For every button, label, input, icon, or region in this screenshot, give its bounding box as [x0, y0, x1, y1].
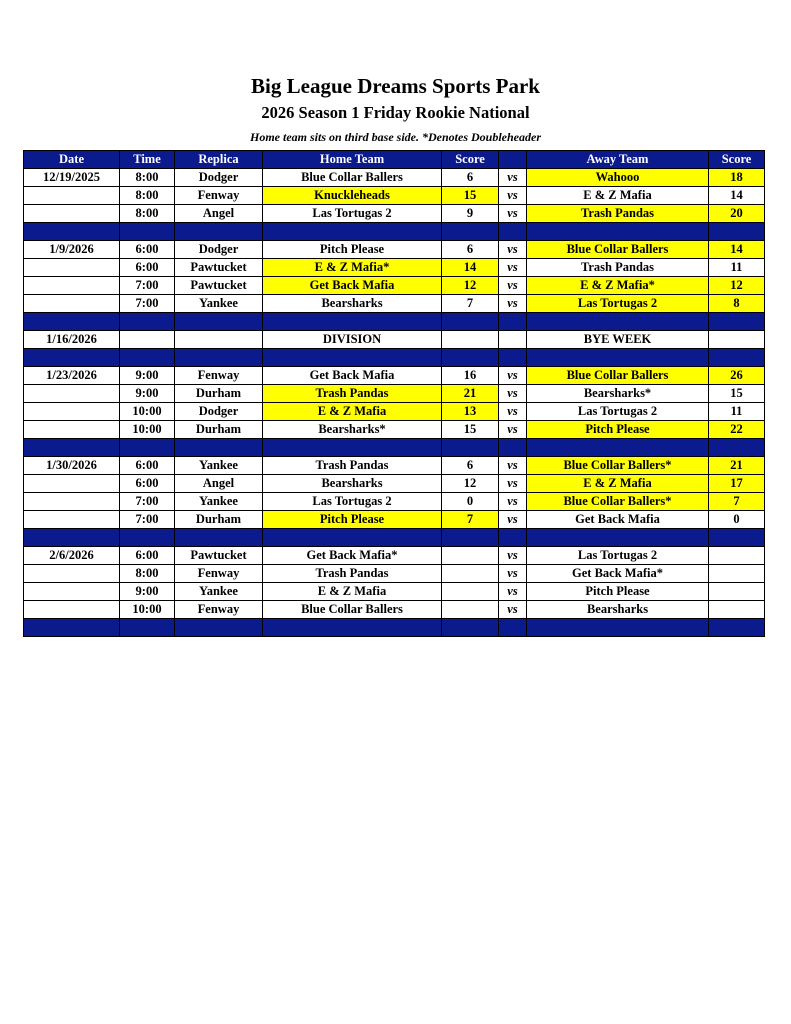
away-team-cell: E & Z Mafia — [527, 187, 709, 205]
away-team-cell: Get Back Mafia* — [527, 565, 709, 583]
away-team-cell: Blue Collar Ballers — [527, 241, 709, 259]
vs-cell: vs — [499, 601, 527, 619]
home-team-cell: Las Tortugas 2 — [263, 493, 442, 511]
separator-cell — [527, 439, 709, 457]
vs-cell: vs — [499, 187, 527, 205]
separator-cell — [499, 439, 527, 457]
date-cell — [24, 259, 120, 277]
home-score-cell: 14 — [442, 259, 499, 277]
time-cell: 10:00 — [120, 403, 175, 421]
away-score-cell: 22 — [709, 421, 765, 439]
separator-cell — [24, 529, 120, 547]
separator-cell — [442, 223, 499, 241]
time-cell: 7:00 — [120, 277, 175, 295]
header-vs — [499, 151, 527, 169]
home-score-cell — [442, 601, 499, 619]
separator-cell — [120, 529, 175, 547]
separator-cell — [499, 349, 527, 367]
separator-cell — [709, 439, 765, 457]
time-cell: 9:00 — [120, 385, 175, 403]
week-separator-row — [24, 313, 765, 331]
home-score-cell — [442, 583, 499, 601]
home-team-cell: Pitch Please — [263, 241, 442, 259]
home-team-cell: Blue Collar Ballers — [263, 169, 442, 187]
game-row — [24, 421, 765, 439]
separator-cell — [709, 313, 765, 331]
replica-cell: Yankee — [175, 493, 263, 511]
home-score-cell: 7 — [442, 295, 499, 313]
time-cell: 8:00 — [120, 565, 175, 583]
replica-cell: Dodger — [175, 403, 263, 421]
separator-cell — [499, 313, 527, 331]
week-separator-row — [24, 529, 765, 547]
separator-cell — [527, 349, 709, 367]
home-score-cell: 12 — [442, 277, 499, 295]
page-subtitle: 2026 Season 1 Friday Rookie National — [261, 103, 530, 122]
time-cell: 8:00 — [120, 187, 175, 205]
away-score-cell: 11 — [709, 259, 765, 277]
header-away-team: Away Team — [527, 151, 709, 169]
vs-cell: vs — [499, 277, 527, 295]
time-cell: 6:00 — [120, 259, 175, 277]
replica-cell: Durham — [175, 385, 263, 403]
time-cell: 10:00 — [120, 601, 175, 619]
away-score-cell: 0 — [709, 511, 765, 529]
separator-cell — [263, 529, 442, 547]
separator-cell — [442, 313, 499, 331]
time-cell: 10:00 — [120, 421, 175, 439]
vs-cell: vs — [499, 367, 527, 385]
home-score-cell: 15 — [442, 421, 499, 439]
away-team-cell: E & Z Mafia — [527, 475, 709, 493]
game-row — [24, 403, 765, 421]
header-home-team: Home Team — [263, 151, 442, 169]
separator-cell — [120, 439, 175, 457]
replica-cell: Durham — [175, 511, 263, 529]
vs-cell: vs — [499, 205, 527, 223]
away-score-cell: 8 — [709, 295, 765, 313]
time-cell: 8:00 — [120, 205, 175, 223]
game-row — [24, 205, 765, 223]
time-cell: 7:00 — [120, 511, 175, 529]
home-score-cell: 12 — [442, 475, 499, 493]
separator-cell — [527, 223, 709, 241]
replica-cell: Yankee — [175, 295, 263, 313]
separator-cell — [709, 349, 765, 367]
game-row — [24, 187, 765, 205]
game-row — [24, 457, 765, 475]
vs-cell — [499, 331, 527, 349]
page-title: Big League Dreams Sports Park — [251, 74, 540, 98]
replica-cell: Yankee — [175, 457, 263, 475]
away-score-cell: 14 — [709, 241, 765, 259]
home-team-cell: Blue Collar Ballers — [263, 601, 442, 619]
away-team-cell: Pitch Please — [527, 583, 709, 601]
home-score-cell: 6 — [442, 457, 499, 475]
separator-cell — [263, 619, 442, 637]
away-team-cell: Bearsharks — [527, 601, 709, 619]
separator-cell — [499, 619, 527, 637]
home-score-cell: 6 — [442, 241, 499, 259]
separator-cell — [120, 313, 175, 331]
vs-cell: vs — [499, 295, 527, 313]
date-cell: 12/19/2025 — [24, 169, 120, 187]
home-score-cell — [442, 565, 499, 583]
schedule-note: Home team sits on third base side. *Denotes Doubleheader — [250, 130, 541, 144]
schedule-table — [23, 150, 765, 637]
date-cell: 1/16/2026 — [24, 331, 120, 349]
away-team-cell: Las Tortugas 2 — [527, 547, 709, 565]
vs-cell: vs — [499, 493, 527, 511]
away-score-cell: 7 — [709, 493, 765, 511]
replica-cell: Angel — [175, 475, 263, 493]
header-time: Time — [120, 151, 175, 169]
home-score-cell: 21 — [442, 385, 499, 403]
away-score-cell: 17 — [709, 475, 765, 493]
separator-cell — [120, 223, 175, 241]
time-cell: 6:00 — [120, 241, 175, 259]
home-score-cell: 9 — [442, 205, 499, 223]
header-home-score: Score — [442, 151, 499, 169]
replica-cell: Dodger — [175, 241, 263, 259]
separator-cell — [709, 223, 765, 241]
home-team-cell: E & Z Mafia — [263, 403, 442, 421]
separator-cell — [175, 619, 263, 637]
game-row — [24, 583, 765, 601]
bye-row — [24, 331, 765, 349]
date-cell — [24, 511, 120, 529]
home-team-cell: Bearsharks — [263, 475, 442, 493]
separator-cell — [175, 223, 263, 241]
time-cell: 8:00 — [120, 169, 175, 187]
separator-cell — [499, 223, 527, 241]
vs-cell: vs — [499, 565, 527, 583]
away-team-cell: Bearsharks* — [527, 385, 709, 403]
separator-cell — [527, 529, 709, 547]
separator-cell — [709, 529, 765, 547]
replica-cell: Fenway — [175, 601, 263, 619]
away-score-cell: 14 — [709, 187, 765, 205]
away-team-cell: Las Tortugas 2 — [527, 403, 709, 421]
game-row — [24, 565, 765, 583]
home-team-cell: Knuckleheads — [263, 187, 442, 205]
replica-cell: Pawtucket — [175, 547, 263, 565]
week-separator-row — [24, 223, 765, 241]
date-cell: 1/23/2026 — [24, 367, 120, 385]
replica-cell: Pawtucket — [175, 259, 263, 277]
separator-cell — [120, 349, 175, 367]
home-team-cell: Get Back Mafia* — [263, 547, 442, 565]
time-cell: 9:00 — [120, 367, 175, 385]
date-cell — [24, 277, 120, 295]
away-score-cell — [709, 331, 765, 349]
separator-cell — [263, 313, 442, 331]
header-replica: Replica — [175, 151, 263, 169]
vs-cell: vs — [499, 547, 527, 565]
game-row — [24, 367, 765, 385]
replica-cell — [175, 331, 263, 349]
separator-cell — [24, 313, 120, 331]
home-team-cell: Get Back Mafia — [263, 277, 442, 295]
date-cell: 2/6/2026 — [24, 547, 120, 565]
separator-cell — [263, 439, 442, 457]
separator-cell — [24, 619, 120, 637]
time-cell: 6:00 — [120, 475, 175, 493]
away-team-cell: Get Back Mafia — [527, 511, 709, 529]
home-team-cell: E & Z Mafia — [263, 583, 442, 601]
date-cell — [24, 421, 120, 439]
vs-cell: vs — [499, 169, 527, 187]
home-score-cell: 15 — [442, 187, 499, 205]
separator-cell — [263, 349, 442, 367]
week-separator-row — [24, 349, 765, 367]
away-team-cell: Las Tortugas 2 — [527, 295, 709, 313]
separator-cell — [175, 313, 263, 331]
replica-cell: Pawtucket — [175, 277, 263, 295]
separator-cell — [120, 619, 175, 637]
replica-cell: Fenway — [175, 367, 263, 385]
separator-cell — [175, 529, 263, 547]
away-score-cell — [709, 601, 765, 619]
game-row — [24, 241, 765, 259]
home-team-cell: Trash Pandas — [263, 457, 442, 475]
game-row — [24, 511, 765, 529]
game-row — [24, 277, 765, 295]
date-cell — [24, 295, 120, 313]
separator-cell — [499, 529, 527, 547]
away-team-cell: Blue Collar Ballers — [527, 367, 709, 385]
date-cell — [24, 205, 120, 223]
away-score-cell — [709, 565, 765, 583]
vs-cell: vs — [499, 457, 527, 475]
bye-away-text: BYE WEEK — [527, 331, 709, 349]
bye-home-text: DIVISION — [263, 331, 442, 349]
vs-cell: vs — [499, 259, 527, 277]
replica-cell: Angel — [175, 205, 263, 223]
home-team-cell: Bearsharks* — [263, 421, 442, 439]
header-row — [24, 151, 765, 169]
away-team-cell: Pitch Please — [527, 421, 709, 439]
date-cell — [24, 187, 120, 205]
date-cell — [24, 601, 120, 619]
home-score-cell: 16 — [442, 367, 499, 385]
away-score-cell — [709, 547, 765, 565]
away-score-cell — [709, 583, 765, 601]
date-cell — [24, 493, 120, 511]
header-away-score: Score — [709, 151, 765, 169]
separator-cell — [175, 439, 263, 457]
home-team-cell: Bearsharks — [263, 295, 442, 313]
separator-cell — [24, 223, 120, 241]
away-team-cell: Wahooo — [527, 169, 709, 187]
time-cell: 6:00 — [120, 547, 175, 565]
away-score-cell: 12 — [709, 277, 765, 295]
home-team-cell: Pitch Please — [263, 511, 442, 529]
away-team-cell: Trash Pandas — [527, 259, 709, 277]
separator-cell — [709, 619, 765, 637]
home-score-cell — [442, 331, 499, 349]
home-score-cell: 7 — [442, 511, 499, 529]
separator-cell — [24, 349, 120, 367]
away-team-cell: E & Z Mafia* — [527, 277, 709, 295]
vs-cell: vs — [499, 385, 527, 403]
home-score-cell: 6 — [442, 169, 499, 187]
header-date: Date — [24, 151, 120, 169]
time-cell: 7:00 — [120, 295, 175, 313]
home-score-cell: 13 — [442, 403, 499, 421]
game-row — [24, 493, 765, 511]
away-team-cell: Blue Collar Ballers* — [527, 493, 709, 511]
vs-cell: vs — [499, 511, 527, 529]
home-team-cell: Trash Pandas — [263, 565, 442, 583]
away-score-cell: 26 — [709, 367, 765, 385]
game-row — [24, 385, 765, 403]
vs-cell: vs — [499, 475, 527, 493]
home-team-cell: Las Tortugas 2 — [263, 205, 442, 223]
replica-cell: Fenway — [175, 565, 263, 583]
time-cell — [120, 331, 175, 349]
home-score-cell — [442, 547, 499, 565]
home-team-cell: Get Back Mafia — [263, 367, 442, 385]
time-cell: 6:00 — [120, 457, 175, 475]
time-cell: 7:00 — [120, 493, 175, 511]
replica-cell: Dodger — [175, 169, 263, 187]
date-cell: 1/30/2026 — [24, 457, 120, 475]
date-cell — [24, 565, 120, 583]
game-row — [24, 475, 765, 493]
game-row — [24, 601, 765, 619]
away-team-cell: Blue Collar Ballers* — [527, 457, 709, 475]
away-score-cell: 21 — [709, 457, 765, 475]
date-cell — [24, 385, 120, 403]
away-score-cell: 20 — [709, 205, 765, 223]
separator-cell — [527, 313, 709, 331]
separator-cell — [24, 439, 120, 457]
date-cell — [24, 475, 120, 493]
separator-cell — [442, 439, 499, 457]
away-score-cell: 18 — [709, 169, 765, 187]
away-score-cell: 11 — [709, 403, 765, 421]
vs-cell: vs — [499, 403, 527, 421]
separator-cell — [527, 619, 709, 637]
separator-cell — [263, 223, 442, 241]
time-cell: 9:00 — [120, 583, 175, 601]
separator-cell — [442, 619, 499, 637]
week-separator-row — [24, 619, 765, 637]
date-cell — [24, 583, 120, 601]
home-score-cell: 0 — [442, 493, 499, 511]
separator-cell — [442, 529, 499, 547]
date-cell: 1/9/2026 — [24, 241, 120, 259]
home-team-cell: Trash Pandas — [263, 385, 442, 403]
home-team-cell: E & Z Mafia* — [263, 259, 442, 277]
game-row — [24, 259, 765, 277]
week-separator-row — [24, 439, 765, 457]
vs-cell: vs — [499, 241, 527, 259]
away-score-cell: 15 — [709, 385, 765, 403]
game-row — [24, 547, 765, 565]
vs-cell: vs — [499, 421, 527, 439]
separator-cell — [175, 349, 263, 367]
replica-cell: Yankee — [175, 583, 263, 601]
game-row — [24, 295, 765, 313]
date-cell — [24, 403, 120, 421]
separator-cell — [442, 349, 499, 367]
vs-cell: vs — [499, 583, 527, 601]
away-team-cell: Trash Pandas — [527, 205, 709, 223]
replica-cell: Fenway — [175, 187, 263, 205]
replica-cell: Durham — [175, 421, 263, 439]
game-row — [24, 169, 765, 187]
